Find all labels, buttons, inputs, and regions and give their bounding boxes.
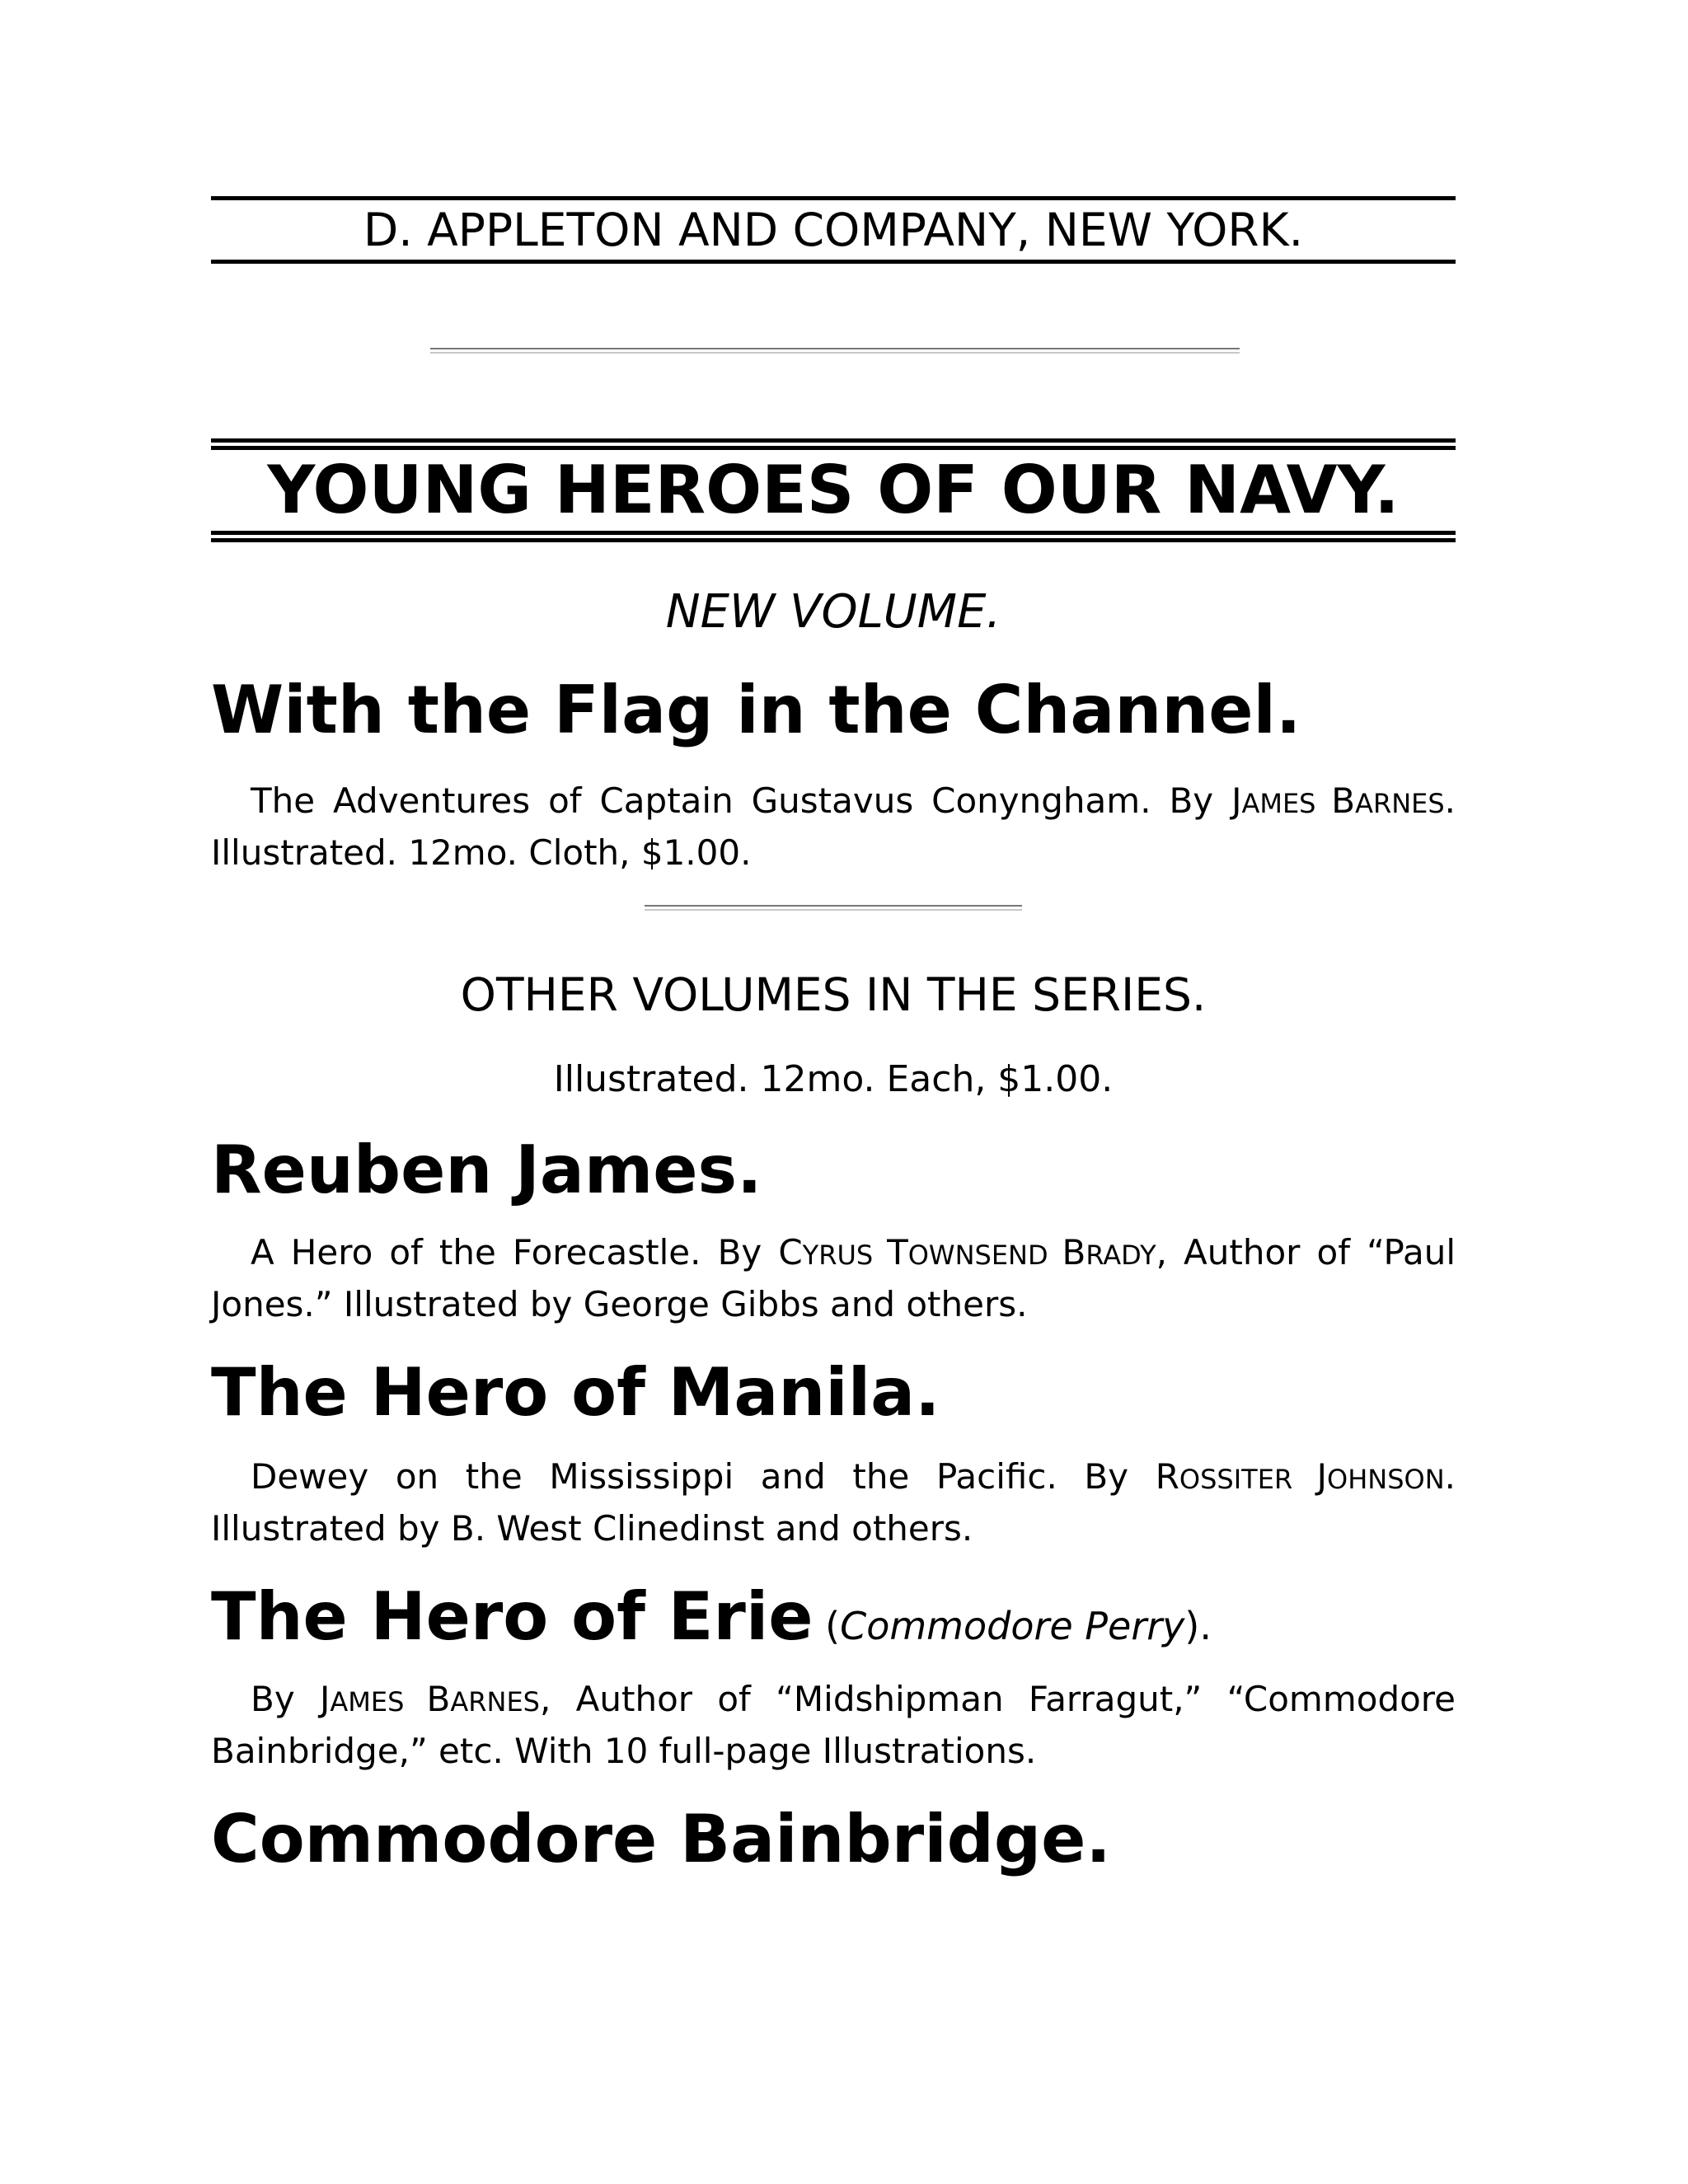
divider-rule bbox=[430, 348, 1240, 354]
author-name: JAMES BARNES bbox=[1231, 780, 1445, 821]
author-name: JAMES BARNES bbox=[319, 1679, 540, 1719]
series-title: YOUNG HEROES OF OUR NAVY. bbox=[267, 452, 1400, 528]
new-volume-label: NEW VOLUME. bbox=[665, 585, 1001, 639]
double-rule-bottom bbox=[211, 531, 1456, 542]
book-description-hero-of-erie: By JAMES BARNES, Author of “Midshipman Farragut,” “Commodore Bainbridge,” etc. With 10 full-page Illustrations. bbox=[211, 1679, 1456, 1771]
book-title-reuben-james: Reuben James. bbox=[211, 1132, 762, 1208]
author-name: CYRUS TOWNSEND BRADY bbox=[778, 1232, 1156, 1272]
new-volume-title: With the Flag in the Channel. bbox=[211, 672, 1301, 748]
new-volume-description: The Adventures of Captain Gustavus Conyngham. By JAMES BARNES. Illustrated. 12mo. Cloth, $1.00. bbox=[211, 780, 1456, 873]
book-title-hero-of-manila: The Hero of Manila. bbox=[211, 1354, 940, 1431]
book-description-hero-of-manila: Dewey on the Mississippi and the Pacific. By ROSSITER JOHNSON. Illustrated by B. West Clinedinst and others. bbox=[211, 1456, 1456, 1549]
publisher-banner: D. APPLETON AND COMPANY, NEW YORK. bbox=[211, 196, 1456, 264]
book-subtitle: (Commodore Perry). bbox=[813, 1604, 1212, 1648]
book-title-hero-of-erie: The Hero of Erie (Commodore Perry). bbox=[211, 1578, 1212, 1655]
series-header bbox=[211, 438, 1456, 542]
double-rule-top bbox=[211, 438, 1456, 450]
book-title-commodore-bainbridge: Commodore Bainbridge. bbox=[211, 1801, 1111, 1877]
other-volumes-heading: OTHER VOLUMES IN THE SERIES. bbox=[460, 968, 1207, 1021]
other-volumes-subheading: Illustrated. 12mo. Each, $1.00. bbox=[553, 1058, 1114, 1100]
book-description-reuben-james: A Hero of the Forecastle. By CYRUS TOWNSEND BRADY, Author of “Paul Jones.” Illustrated by George Gibbs and others. bbox=[211, 1232, 1456, 1324]
divider-rule-short bbox=[645, 905, 1022, 911]
author-name: ROSSITER JOHNSON bbox=[1155, 1456, 1445, 1497]
